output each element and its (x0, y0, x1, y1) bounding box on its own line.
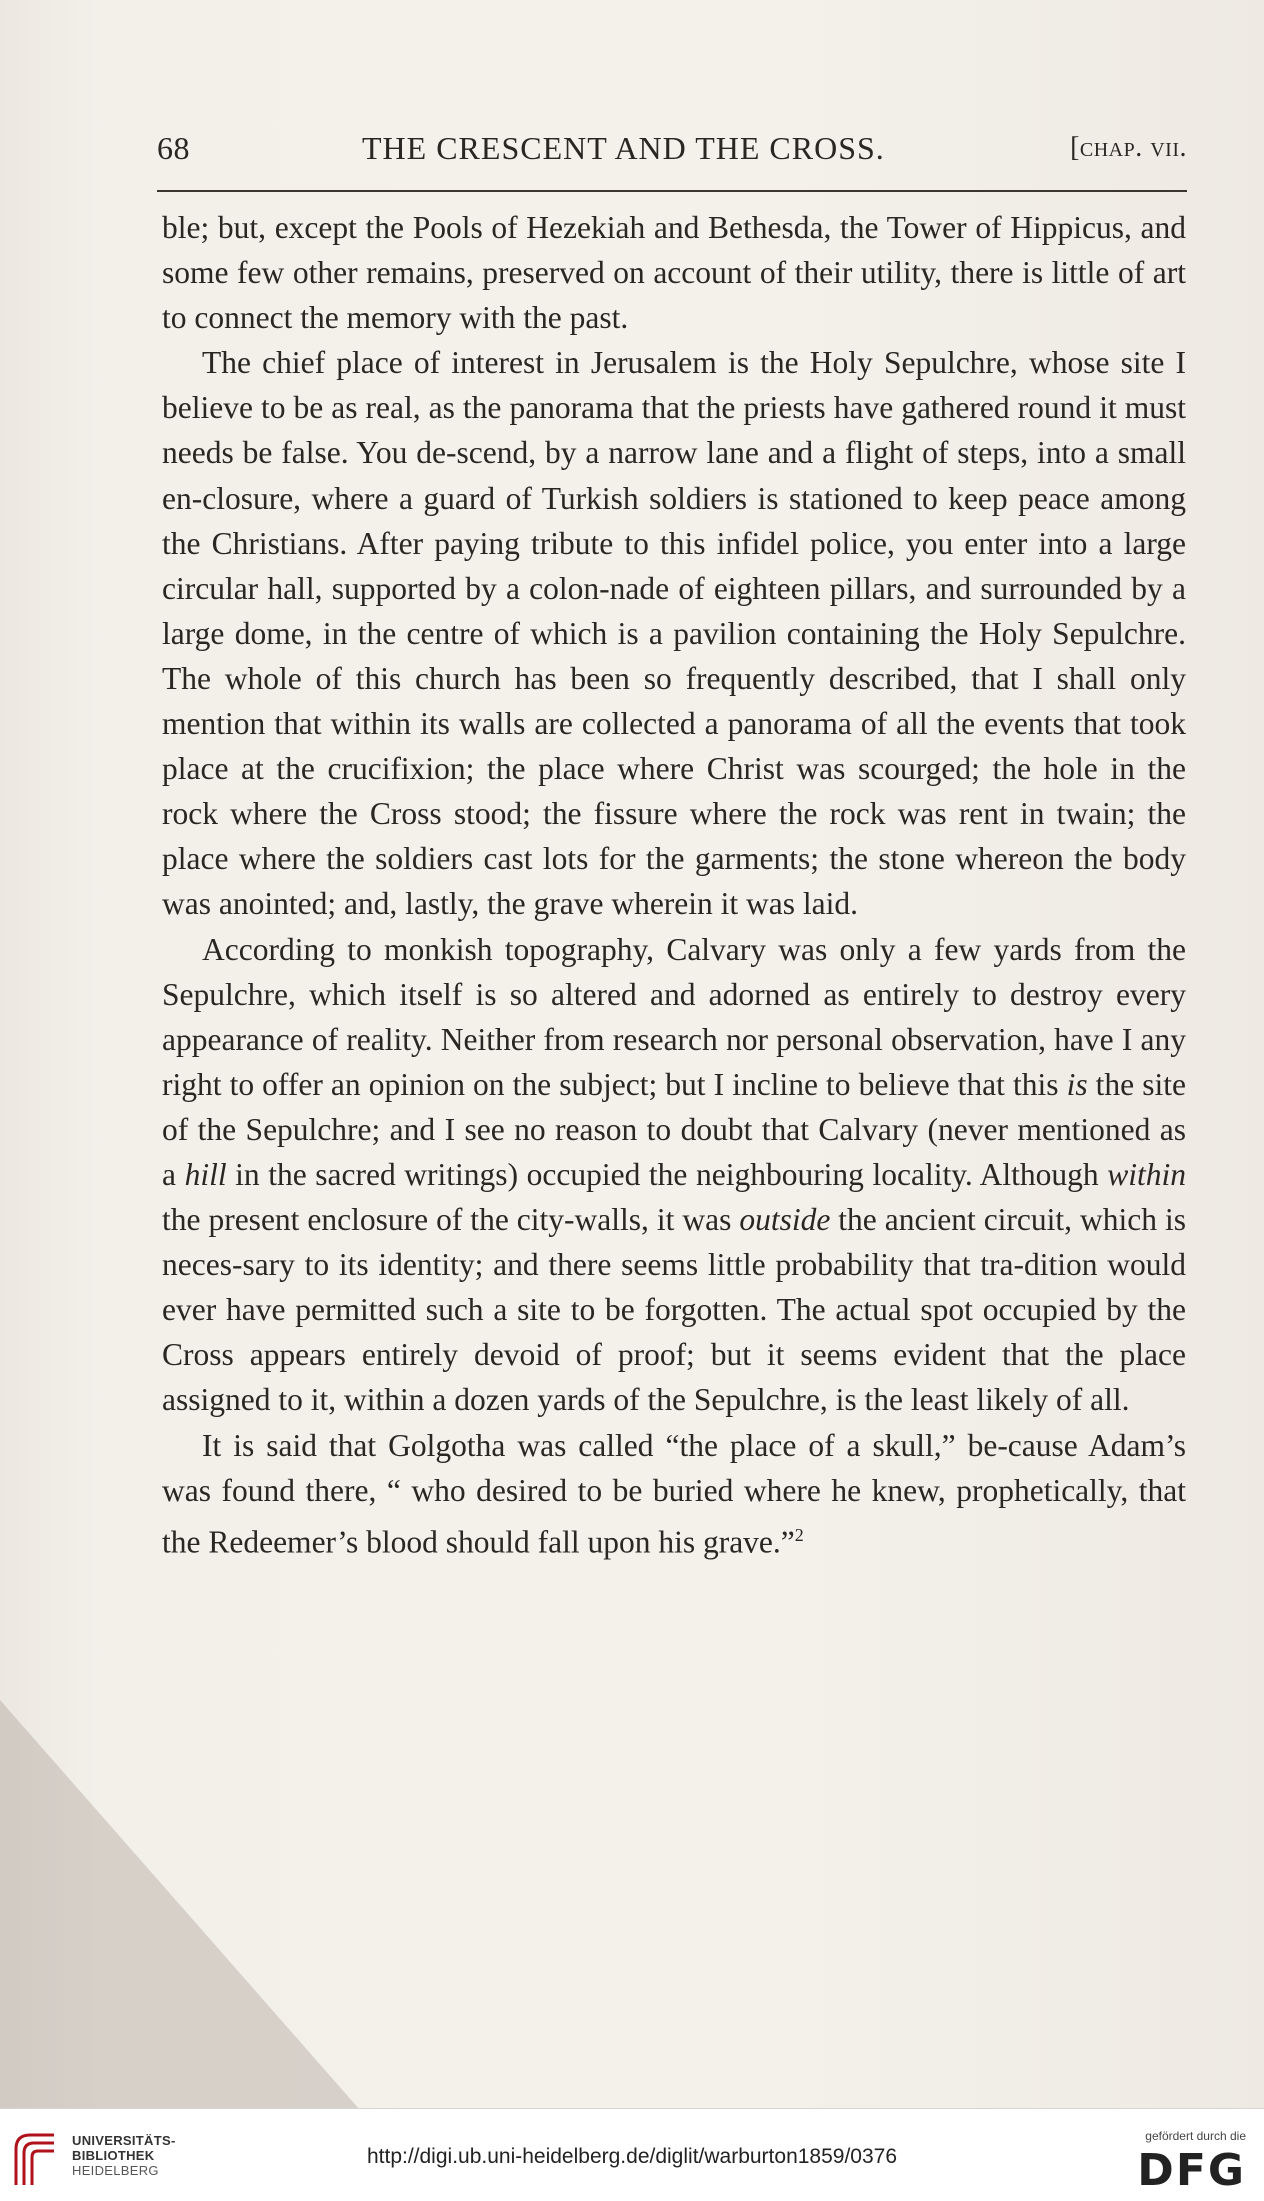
text-run: ble; but, except the Pools of Hezekiah and Bethesda, the Tower of Hippicus, and some few other remains, preserved on account of their utility, there is little of art to connect the memory with the past. (162, 210, 1186, 336)
viewer-footer (0, 2108, 1264, 2201)
text-run: in the sacred writings) occupied the neighbouring locality. Although (226, 1156, 1108, 1192)
paragraph (162, 340, 1186, 926)
text-run: the present enclosure of the city-walls, it was (162, 1202, 740, 1238)
chapter-marker: [chap. vii. (1070, 132, 1187, 163)
paragraph (162, 205, 1186, 340)
text-run: It is said that Golgotha was called “the place of a skull,” be-cause Adam’s was found there, “ who desired to be buried where he knew, prophetically, that the Redeemer’s blood should fall upon his grave.” (162, 1427, 1186, 1560)
library-name-line: BIBLIOTHEK (72, 2148, 155, 2163)
running-title: THE CRESCENT AND THE CROSS. (362, 130, 885, 166)
text-run: According to monkish topography, Calvary was only a few yards from the Sepulchre, which itself is so altered and adorned as entirely to destroy every appearance of reality. Neither from research nor personal observation, have I any right to offer an opinion on the subject; but I incline to believe that this (162, 931, 1186, 1102)
text-run: the site of the Sepulchre; and I see no reason to doubt that Calvary (never mentioned as a (162, 1066, 1186, 1192)
running-head (157, 130, 1187, 176)
paragraph (162, 1423, 1186, 1565)
paragraph (162, 927, 1186, 1423)
library-name-line: HEIDELBERG (72, 2163, 159, 2178)
page-shadow (0, 1700, 360, 2108)
text-run: the ancient circuit, which is neces-sary to its identity; and there seems little probability that tra-dition would ever have permitted such a site to be forgotten. The actual spot occupied by the Cross appears entirely devoid of proof; but it seems evident that the place assigned to it, within a dozen yards of the Sepulchre, is the least likely of all. (162, 1202, 1186, 1418)
body-text (162, 205, 1186, 1564)
italic-text: outside (739, 1202, 831, 1238)
italic-text: within (1107, 1156, 1186, 1192)
page-number: 68 (157, 130, 190, 166)
library-name-line: UNIVERSITÄTS- (72, 2133, 176, 2148)
italic-text: is (1066, 1066, 1088, 1102)
funding-note: gefördert durch die (1145, 2129, 1246, 2143)
italic-text: hill (184, 1156, 227, 1192)
dfg-logo: DFG (1137, 2145, 1246, 2196)
header-rule (157, 190, 1187, 192)
text-run: The chief place of interest in Jerusalem is the Holy Sepulchre, whose site I believe to be as real, as the panorama that the priests have gathered round it must needs be false. You de-scend, by a narrow lane and a flight of steps, into a small en-closure, where a guard of Turkish soldiers is stationed to keep peace among the Christians. After paying tribute to this infidel police, you enter into a large circular hall, supported by a colon-nade of eighteen pillars, and surrounded by a large dome, in the centre of which is a pavilion containing the Holy Sepulchre. The whole of this church has been so frequently described, that I shall only mention that within its walls are collected a panorama of all the events that took place at the crucifixion; the place where Christ was scourged; the hole in the rock where the Cross stood; the fissure where the rock was rent in twain; the place where the soldiers cast lots for the garments; the stone whereon the body was anointed; and, lastly, the grave wherein it was laid. (162, 345, 1186, 922)
permalink-url[interactable]: http://digi.ub.uni-heidelberg.de/diglit/warburton1859/0376 (366, 2145, 898, 2168)
footnote-marker: 2 (794, 1524, 804, 1545)
